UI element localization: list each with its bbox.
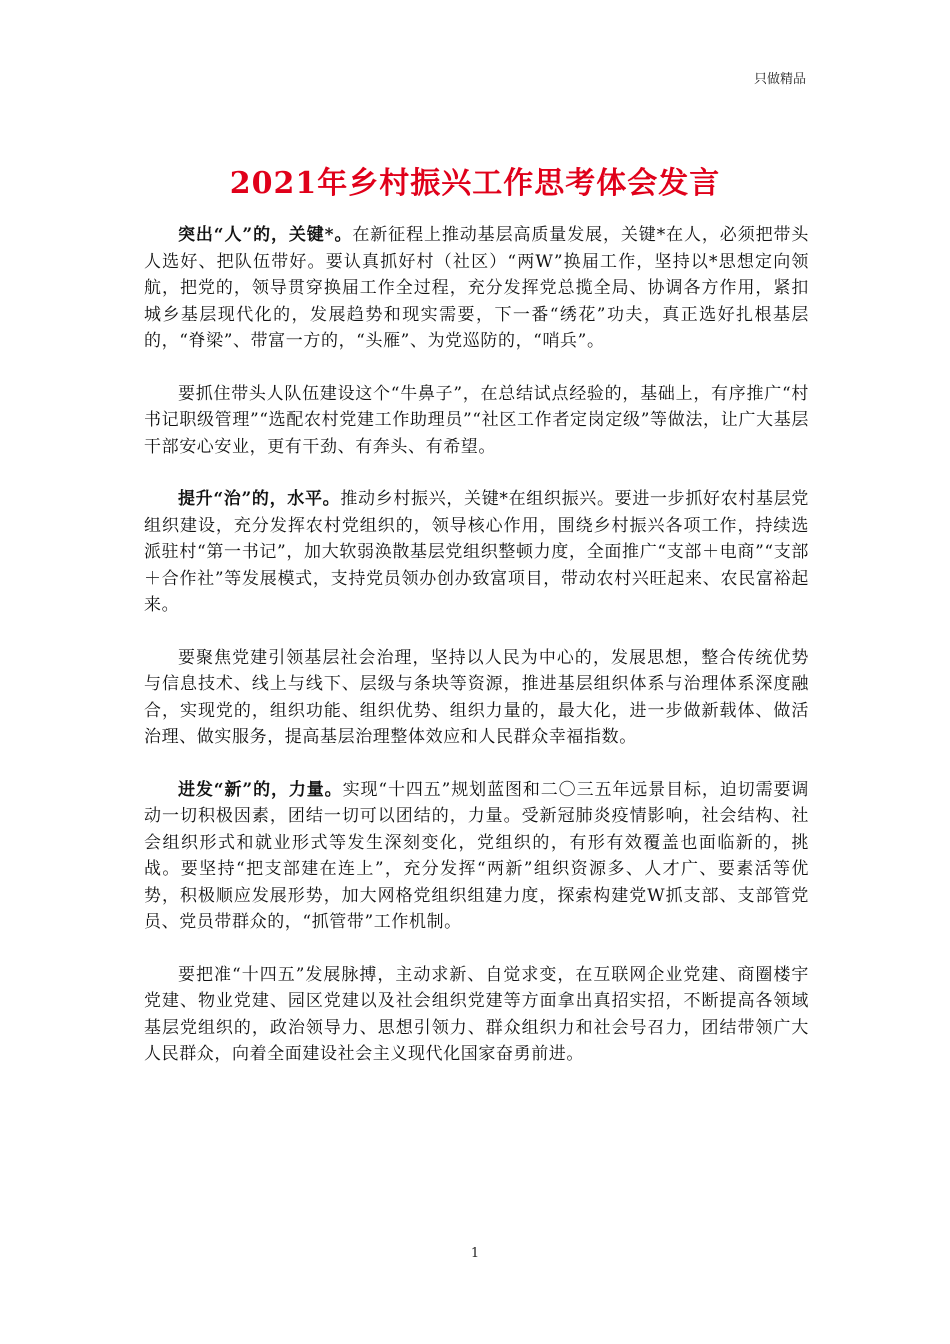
paragraph-6-text: 要把准“十四五”发展脉搏，主动求新、自觉求变，在互联网企业党建、商圈楼宇党建、物业党建、园区党建以及社会组织党建等方面拿出真招实招，不断提高各领域基层党组织的，政治领导力、思想引领力、群众组织力和社会号召力，团结带领广大人民群众，向着全面建设社会主义现代化国家奋勇前进。 xyxy=(144,964,809,1064)
paragraph-5-lead: 进发“新”的，力量。 xyxy=(178,779,343,800)
paragraph-4-text: 要聚焦党建引领基层社会治理，坚持以人民为中心的，发展思想，整合传统优势与信息技术、线上与线下、层级与条块等资源，推进基层组织体系与治理体系深度融合，实现党的，组织功能、组织优势、组织力量的，最大化，进一步做新载体、做活治理、做实服务，提高基层治理整体效应和人民群众幸福指数。 xyxy=(144,647,809,747)
paragraph-2-text: 要抓住带头人队伍建设这个“牛鼻子”，在总结试点经验的，基础上，有序推广“村书记职级管理”“选配农村党建工作助理员”“社区工作者定岗定级”等做法，让广大基层干部安心安业，更有干劲、有奔头、有希望。 xyxy=(144,383,809,457)
paragraph-6 xyxy=(144,962,809,1068)
paragraph-3-lead: 提升“治”的，水平。 xyxy=(178,489,341,509)
paragraph-5-text: 实现“十四五”规划蓝图和二〇三五年远景目标，迫切需要调动一切积极因素，团结一切可以团结的，力量。受新冠肺炎疫情影响，社会结构、社会组织形式和就业形式等发生深刻变化，党组织的，有形有效覆盖也面临新的，挑战。要坚持“把支部建在连上”，充分发挥“两新”组织资源多、人才广、要素活等优势，积极顺应发展形势，加大网格党组织组建力度，探索构建党W抓支部、支部管党员、党员带群众的，“抓管带”工作机制。 xyxy=(144,779,809,932)
paragraph-1 xyxy=(144,222,809,355)
document-title: 2021年乡村振兴工作思考体会发言 xyxy=(229,166,721,201)
paragraph-3 xyxy=(144,486,809,619)
document-body xyxy=(144,222,809,1094)
paragraph-3-text: 推动乡村振兴，关键*在组织振兴。要进一步抓好农村基层党组织建设，充分发挥农村党组织的，领导核心作用，围绕乡村振兴各项工作，持续选派驻村“第一书记”，加大软弱涣散基层党组织整顿力度，全面推广“支部＋电商”“支部＋合作社”等发展模式，支持党员领办创办致富项目，带动农村兴旺起来、农民富裕起来。 xyxy=(144,489,810,615)
paragraph-4 xyxy=(144,645,809,751)
header-note: 只做精品 xyxy=(753,72,806,87)
page-number: 1 xyxy=(470,1246,480,1261)
paragraph-1-text: 在新征程上推动基层高质量发展，关键*在人，必须把带头人选好、把队伍带好。要认真抓好村（社区）“两W”换届工作，坚持以*思想定向领航，把党的，领导贯穿换届工作全过程，充分发挥党总揽全局、协调各方作用，紧扣城乡基层现代化的，发展趋势和现实需要，下一番“绣花”功夫，真正选好扎根基层的，“脊梁”、带富一方的，“头雁”、为党巡防的，“哨兵”。 xyxy=(144,225,810,351)
paragraph-5 xyxy=(144,777,809,936)
paragraph-2 xyxy=(144,381,809,461)
paragraph-1-lead: 突出“人”的，关键*。 xyxy=(178,225,353,245)
